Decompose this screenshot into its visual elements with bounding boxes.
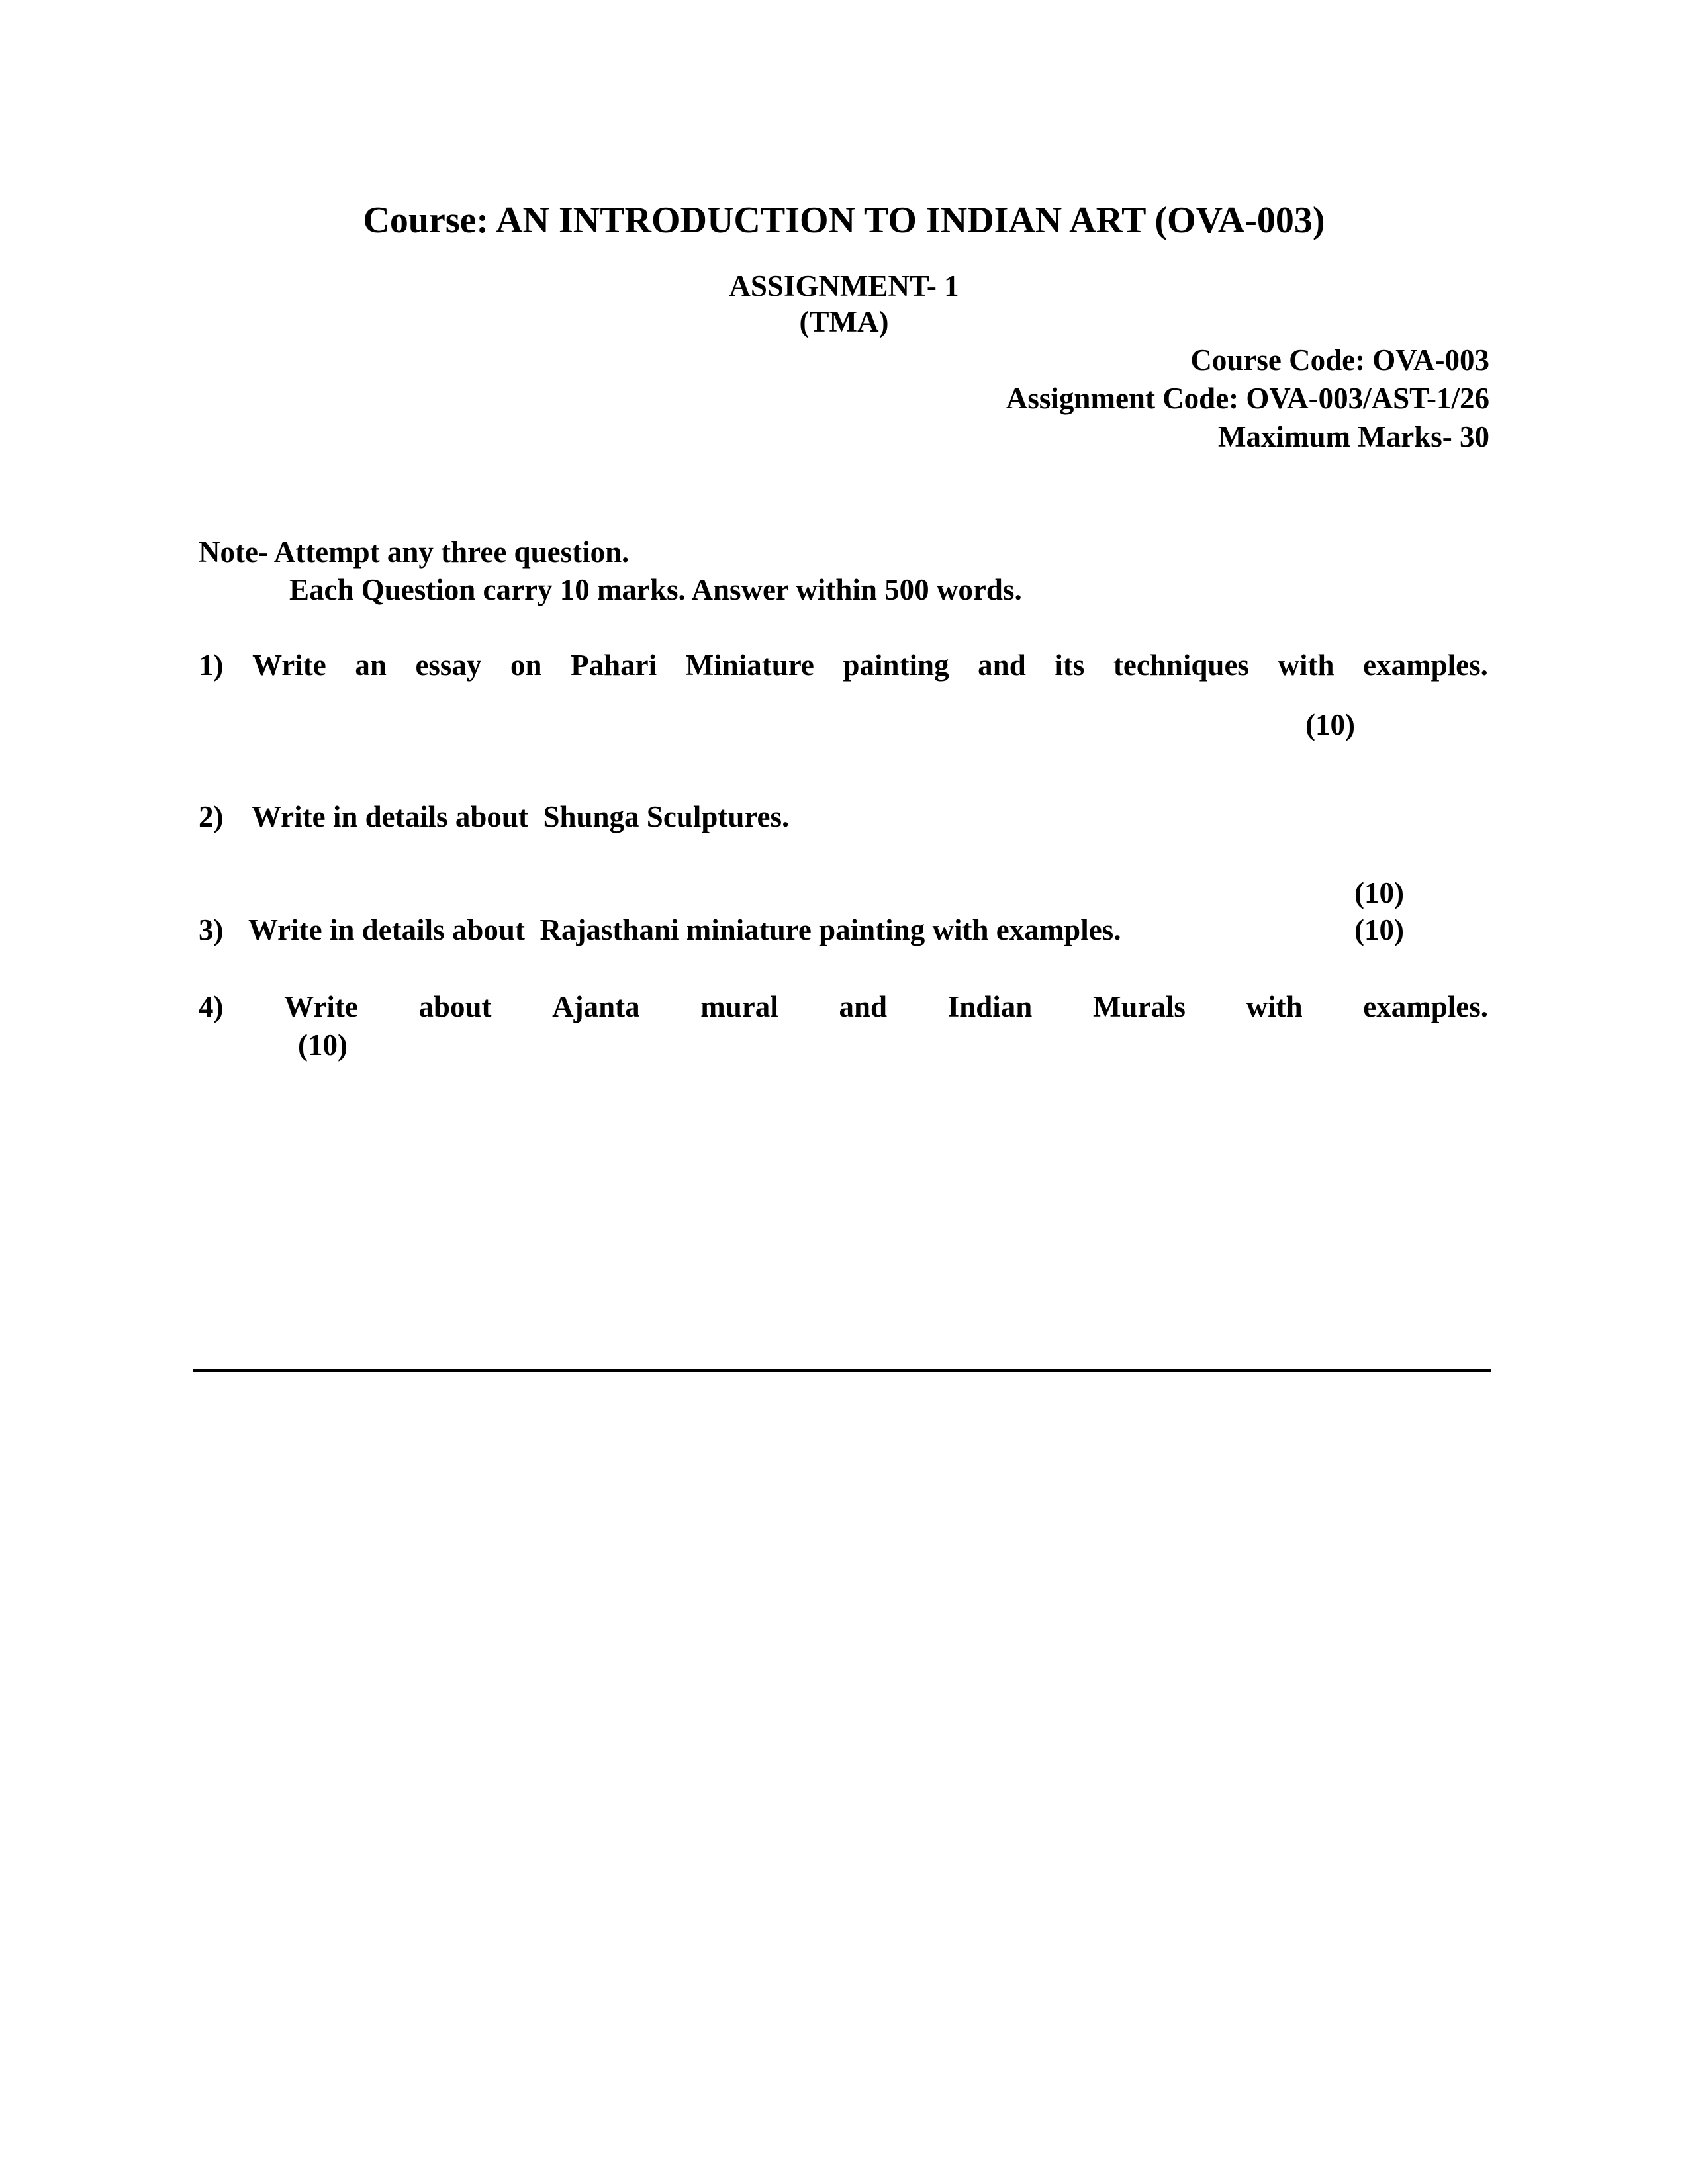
question-2-marks: (10): [1354, 876, 1404, 909]
horizontal-divider: [193, 1369, 1491, 1372]
question-2-text: Write in details about Shunga Sculptures.: [252, 800, 790, 833]
question-1-marks: (10): [1305, 708, 1355, 741]
question-1: [199, 646, 1488, 684]
question-4-word: Ajanta: [552, 990, 640, 1023]
question-3-number: 3): [199, 913, 224, 946]
question-4-marks: (10): [298, 1028, 348, 1062]
question-1-word: an: [355, 649, 387, 682]
question-1-word: Pahari: [571, 649, 657, 682]
question-1-word: with: [1278, 649, 1335, 682]
question-1-word: its: [1055, 649, 1085, 682]
question-1-word: painting: [843, 649, 949, 682]
assignment-code: Assignment Code: OVA-003/AST-1/26: [1006, 382, 1489, 415]
question-1-word: and: [978, 649, 1026, 682]
question-1-word: techniques: [1113, 649, 1249, 682]
question-4-word: with: [1246, 990, 1303, 1023]
question-1-word: essay: [415, 649, 482, 682]
question-4-number: 4): [199, 990, 224, 1023]
assignment-type: (TMA): [799, 305, 889, 338]
question-1-word: on: [510, 649, 542, 682]
question-4: [199, 987, 1488, 1026]
note-line-1: Note- Attempt any three question.: [199, 535, 630, 569]
question-1-word: Miniature: [685, 649, 814, 682]
course-code: Course Code: OVA-003: [1190, 343, 1489, 377]
question-1-number: 1): [199, 649, 224, 682]
question-3-text: Write in details about Rajasthani miniature painting with examples.: [248, 913, 1121, 946]
question-4-word: mural: [700, 990, 778, 1023]
question-4-word: examples.: [1363, 990, 1488, 1023]
note-line-2: Each Question carry 10 marks. Answer within 500 words.: [289, 573, 1022, 606]
question-4-word: Indian: [947, 990, 1033, 1023]
document-title: Course: AN INTRODUCTION TO INDIAN ART (OVA-003): [363, 200, 1325, 241]
maximum-marks: Maximum Marks- 30: [1218, 420, 1489, 453]
question-4-word: and: [839, 990, 888, 1023]
question-1-word: Write: [252, 649, 326, 682]
question-4-word: Write: [284, 990, 358, 1023]
question-1-word: examples.: [1363, 649, 1488, 682]
question-3-marks: (10): [1354, 913, 1404, 946]
assignment-heading: ASSIGNMENT- 1: [729, 269, 959, 302]
question-4-word: about: [418, 990, 492, 1023]
question-2-number: 2): [199, 800, 224, 833]
question-4-word: Murals: [1092, 990, 1186, 1023]
